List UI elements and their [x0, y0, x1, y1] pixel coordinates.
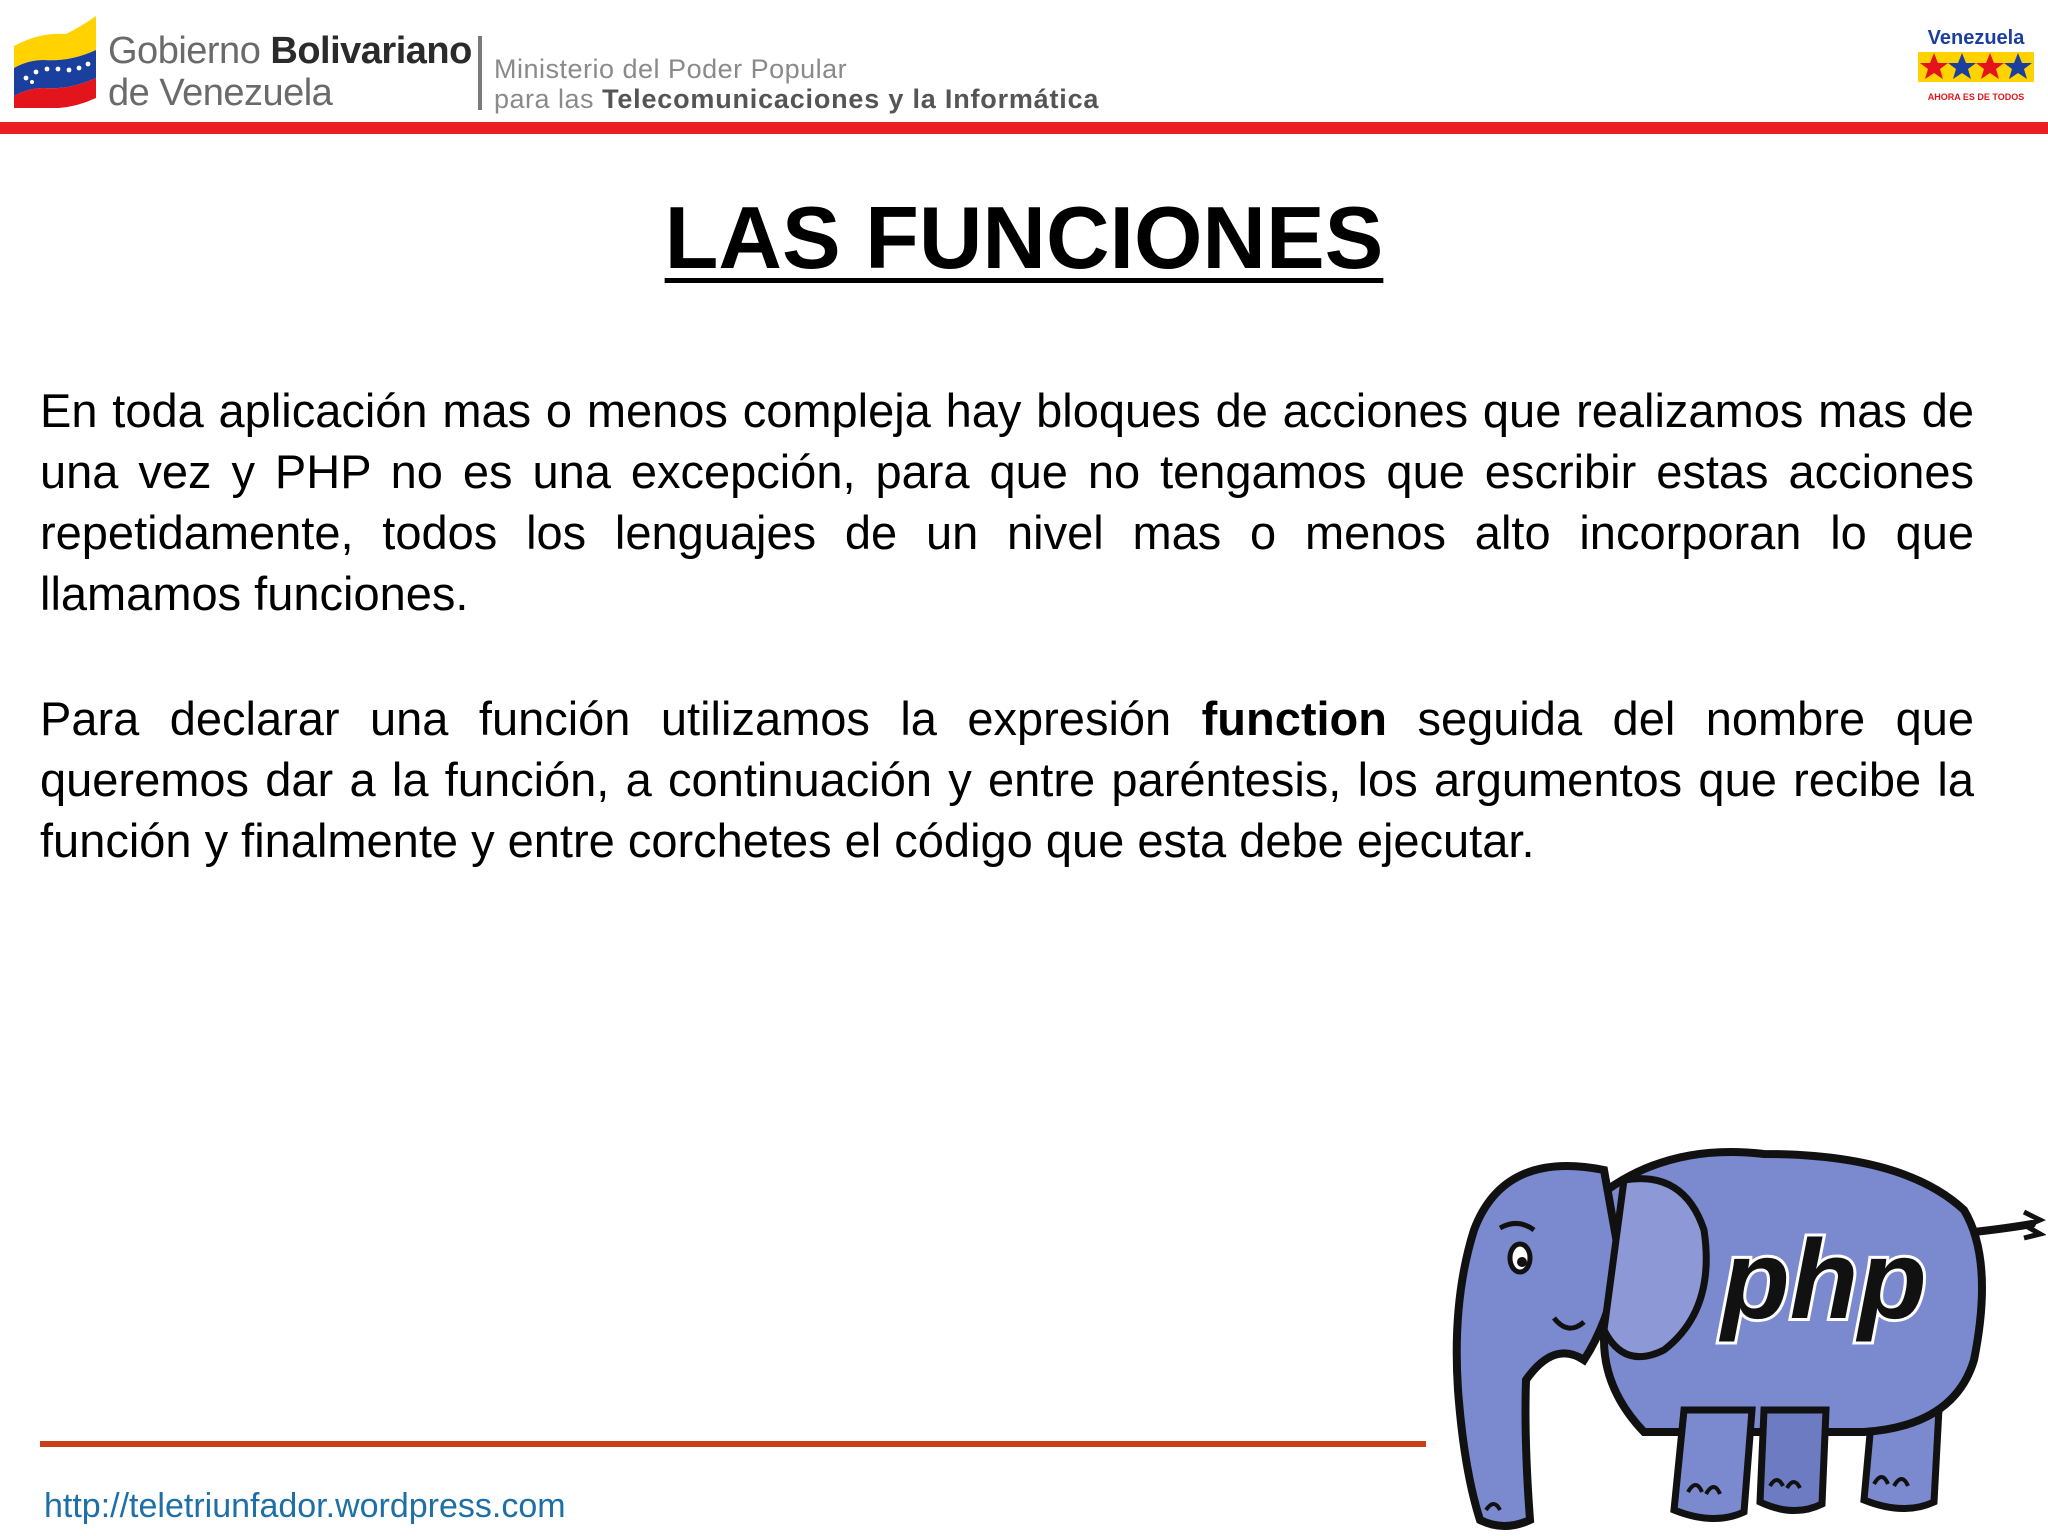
paragraph-2-after: seguida del nombre que queremos dar a la función, a continuación y entre paréntesis, los argumentos que recibe la función y finalmente y entre corchetes el código que esta debe ejecutar.	[40, 692, 1974, 867]
paragraph-1: En toda aplicación mas o menos compleja hay bloques de acciones que realizamos mas de una vez y PHP no es una excepción, para que no tengamos que escribir estas acciones repetidamente, todos los lenguajes de un nivel mas o menos alto incorporan lo que llamamos funciones.	[40, 384, 1974, 620]
government-wordmark	[108, 30, 472, 114]
slide-title-text: LAS FUNCIONES	[664, 188, 1384, 287]
gov-line2: de Venezuela	[108, 72, 333, 114]
paragraph-2-before: Para declarar una función utilizamos la expresión	[40, 692, 1202, 745]
ministry-wordmark	[494, 54, 1099, 114]
ministry-line2-bold: Telecomunicaciones y la Informática	[602, 84, 1100, 114]
gov-line1-bold: Bolivariano	[270, 30, 472, 72]
footer-url: http://teletriunfador.wordpress.com	[44, 1487, 566, 1525]
php-elephant-icon	[1434, 1140, 2046, 1532]
right-logo-top: Venezuela	[1927, 27, 2025, 49]
header-divider	[478, 36, 482, 110]
venezuela-flag-icon	[10, 12, 100, 108]
ministry-line2-light: para las	[494, 84, 603, 114]
gov-line1-light: Gobierno	[108, 30, 271, 72]
venezuela-ahora-es-de-todos-logo	[1912, 22, 2040, 106]
slide-title	[0, 188, 2048, 288]
right-logo-bottom: AHORA ES DE TODOS	[1927, 92, 2025, 102]
php-label: php	[1721, 1217, 1927, 1342]
function-keyword: function	[1201, 692, 1387, 745]
paragraph-2	[40, 688, 1974, 871]
footer-divider	[40, 1441, 1426, 1447]
header-red-bar	[0, 122, 2048, 134]
ministry-line1: Ministerio del Poder Popular	[494, 54, 848, 84]
header	[0, 0, 2048, 122]
